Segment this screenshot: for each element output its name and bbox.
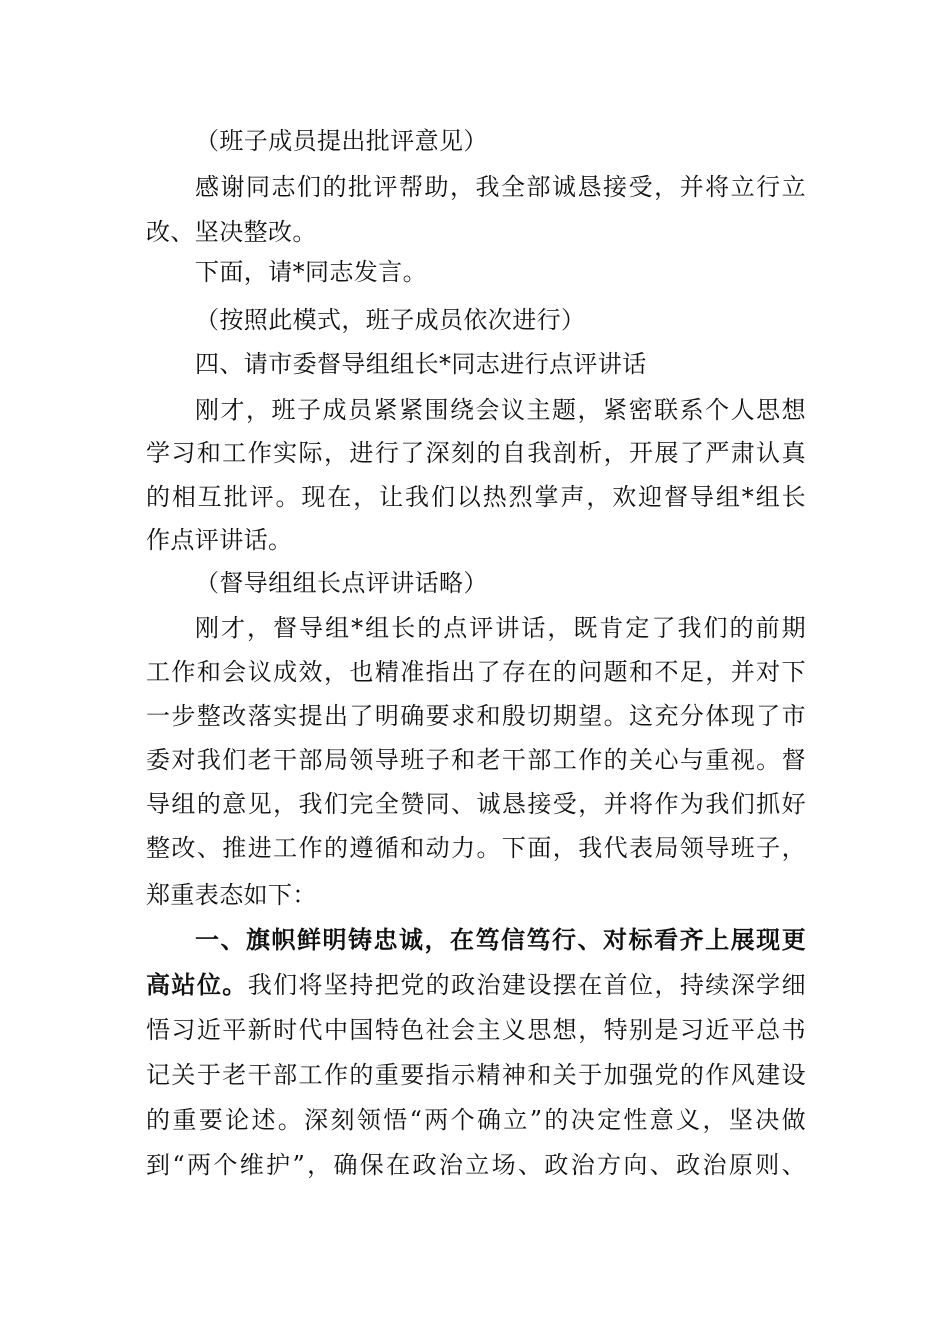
stage-direction: （督导组组长点评讲话略） [195, 569, 488, 597]
section-heading: 四、请市委督导组组长*同志进行点评讲话 [195, 350, 647, 378]
paragraph-line: 委对我们老干部局领导班子和老干部工作的关心与重视。督 [146, 746, 806, 774]
paragraph-line: 刚才，班子成员紧紧围绕会议主题，紧密联系个人思想 [195, 396, 806, 424]
paragraph-line: 悟习近平新时代中国特色社会主义思想，特别是习近平总书 [146, 1016, 806, 1044]
paragraph-line: 的相互批评。现在，让我们以热烈掌声，欢迎督导组*组长 [146, 483, 806, 511]
paragraph-line: 到“两个维护”，确保在政治立场、政治方向、政治原则、 [146, 1151, 806, 1179]
bold-heading: 一、旗帜鲜明铸忠诚，在笃信笃行、对标看齐上展现更 [195, 926, 806, 954]
bold-heading-tail: 高站位。 [146, 971, 248, 999]
stage-direction: （按照此模式，班子成员依次进行） [195, 306, 586, 334]
paragraph-text: 我们将坚持把党的政治建设摆在首位，持续深学细 [247, 971, 806, 999]
paragraph-line: 感谢同志们的批评帮助，我全部诚恳接受，并将立行立 [195, 173, 806, 201]
paragraph-line: 一步整改落实提出了明确要求和殷切期望。这充分体现了市 [146, 702, 806, 730]
paragraph-line: 导组的意见，我们完全赞同、诚恳接受，并将作为我们抓好 [146, 790, 806, 818]
stage-direction: （班子成员提出批评意见） [195, 127, 488, 155]
paragraph-line: 郑重表态如下： [146, 881, 317, 909]
paragraph-line [146, 963, 806, 1007]
paragraph-line: 作点评讲话。 [146, 526, 293, 554]
paragraph-line: 改、坚决整改。 [146, 218, 317, 246]
paragraph-line: 的重要论述。深刻领悟“两个确立”的决定性意义，坚决做 [146, 1106, 806, 1134]
paragraph-line: 记关于老干部工作的重要指示精神和关于加强党的作风建设 [146, 1061, 806, 1089]
paragraph-line: 下面，请*同志发言。 [195, 258, 427, 286]
paragraph-line: 刚才，督导组*组长的点评讲话，既肯定了我们的前期 [195, 614, 806, 642]
paragraph-line: 工作和会议成效，也精准指出了存在的问题和不足，并对下 [146, 658, 806, 686]
paragraph-line: 学习和工作实际，进行了深刻的自我剖析，开展了严肃认真 [146, 439, 806, 467]
paragraph-line: 整改、推进工作的遵循和动力。下面，我代表局领导班子， [146, 834, 806, 862]
